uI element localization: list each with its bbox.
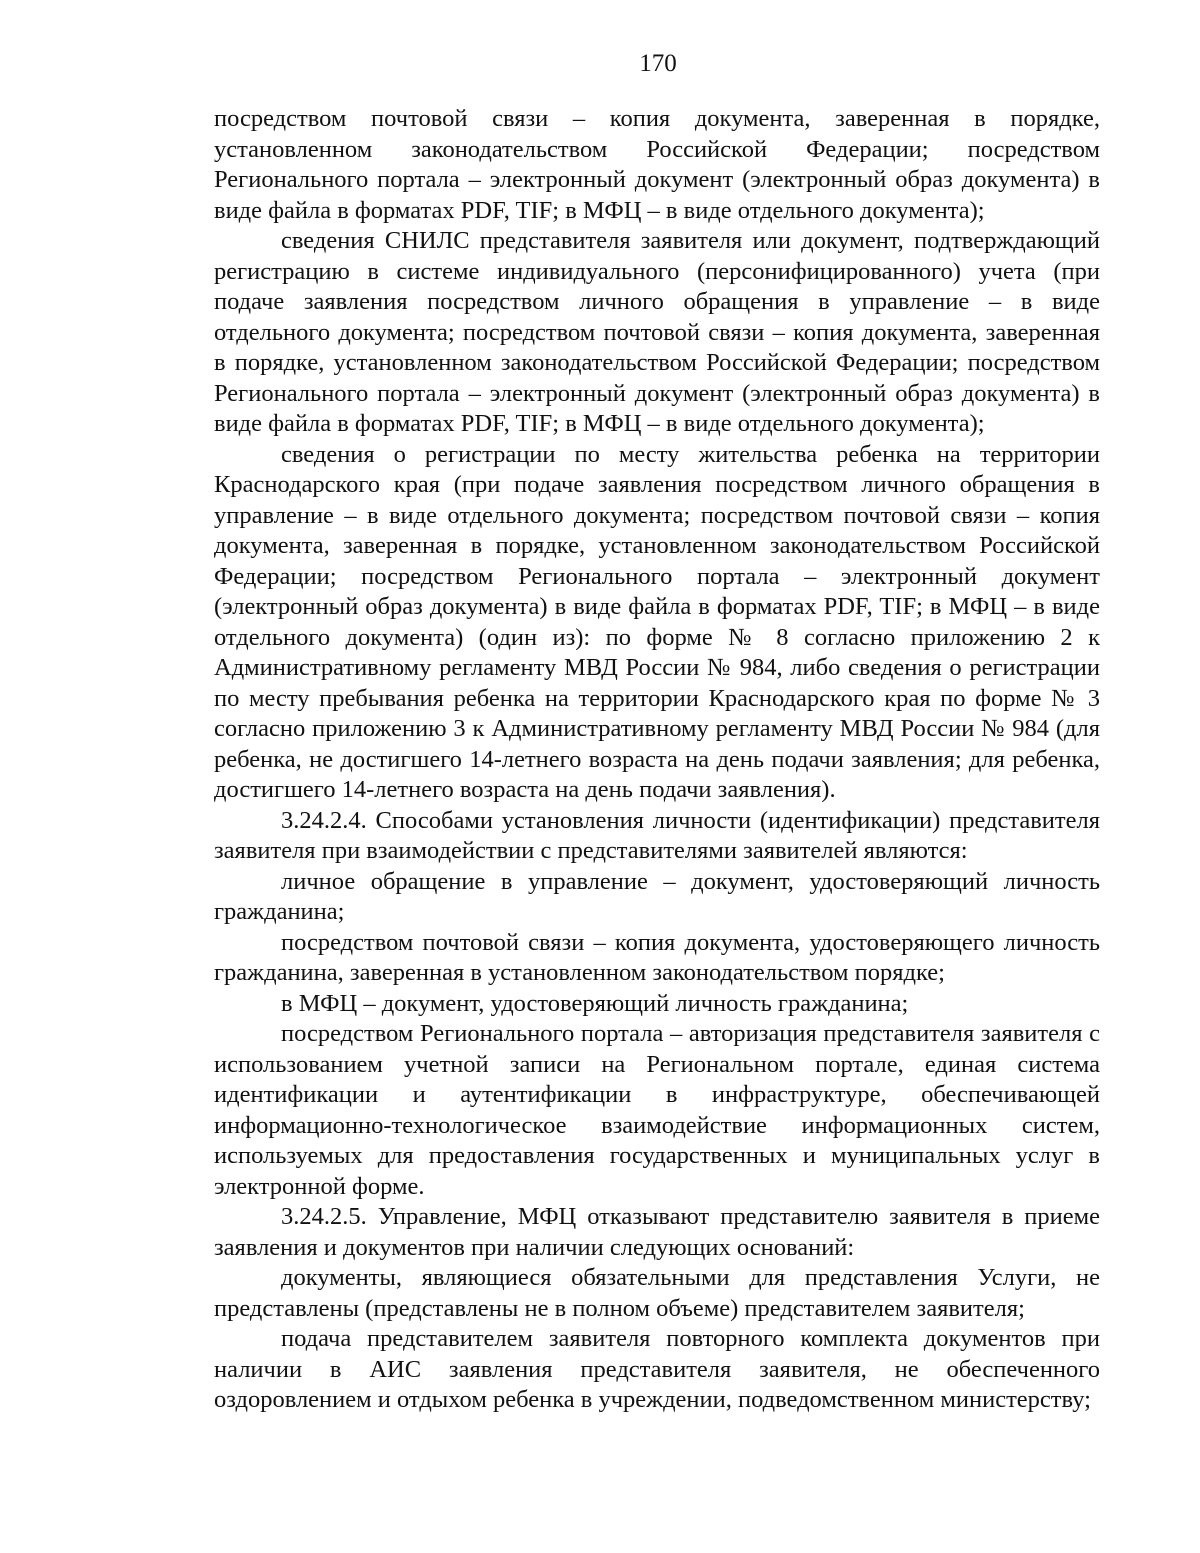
- paragraph: в МФЦ – документ, удостоверяющий личность гражданина;: [281, 989, 909, 1017]
- paragraph: сведения СНИЛС представителя заявителя или документ, подтверждающий регистрацию в системе индивидуального (персонифицированного) учета (при подаче заявления посредством личного обращения в управление – в виде отдельного документа; посредством почтовой связи – копия документа, заверенная в порядке, установленном законодательством Российской Федерации; посредством Регионального портала – электронный документ (электронный образ документа) в виде файла в форматах PDF, TIF; в МФЦ – в виде отдельного документа);: [214, 227, 1100, 437]
- document-body: [214, 104, 1100, 1416]
- paragraph: посредством почтовой связи – копия документа, удостоверяющего личность гражданина, заверенная в установленном законодательством порядке;: [214, 928, 1100, 986]
- paragraph: посредством Регионального портала – авторизация представителя заявителя с использованием учетной записи на Региональном портале, единая система идентификации и аутентификации в инфраструктуре, обеспечивающей информационно-технологическое взаимодействие информационных систем, используемых для предоставления государственных и муниципальных услуг в электронной форме.: [214, 1020, 1100, 1200]
- paragraph: подача представителем заявителя повторного комплекта документов при наличии в АИС заявления представителя заявителя, не обеспеченного оздоровлением и отдыхом ребенка в учреждении, подведомственном министерству;: [214, 1325, 1100, 1413]
- paragraph: 3.24.2.4. Способами установления личности (идентификации) представителя заявителя при взаимодействии с представителями заявителей являются:: [214, 806, 1100, 864]
- paragraph: посредством почтовой связи – копия документа, заверенная в порядке, установленном законодательством Российской Федерации; посредством Регионального портала – электронный документ (электронный образ документа) в виде файла в форматах PDF, TIF; в МФЦ – в виде отдельного документа);: [214, 105, 1100, 224]
- paragraph: документы, являющиеся обязательными для представления Услуги, не представлены (представлены не в полном объеме) представителем заявителя;: [214, 1264, 1100, 1322]
- paragraph: 3.24.2.5. Управление, МФЦ отказывают представителю заявителя в приеме заявления и документов при наличии следующих оснований:: [214, 1203, 1100, 1261]
- page-number: 170: [639, 50, 677, 77]
- paragraph: сведения о регистрации по месту жительства ребенка на территории Краснодарского края (при подаче заявления посредством личного обращения в управление – в виде отдельного документа; посредством почтовой связи – копия документа, заверенная в порядке, установленном законодательством Российской Федерации; посредством Регионального портала – электронный документ (электронный образ документа) в виде файла в форматах PDF, TIF; в МФЦ – в виде отдельного документа) (один из): по форме № 8 согласно приложению 2 к Административному регламенту МВД России № 984, либо сведения о регистрации по месту пребывания ребенка на территории Краснодарского края по форме № 3 согласно приложению 3 к Административному регламенту МВД России № 984 (для ребенка, не достигшего 14-летнего возраста на день подачи заявления; для ребенка, достигшего 14-летнего возраста на день подачи заявления).: [214, 440, 1100, 803]
- paragraph: личное обращение в управление – документ, удостоверяющий личность гражданина;: [214, 867, 1100, 925]
